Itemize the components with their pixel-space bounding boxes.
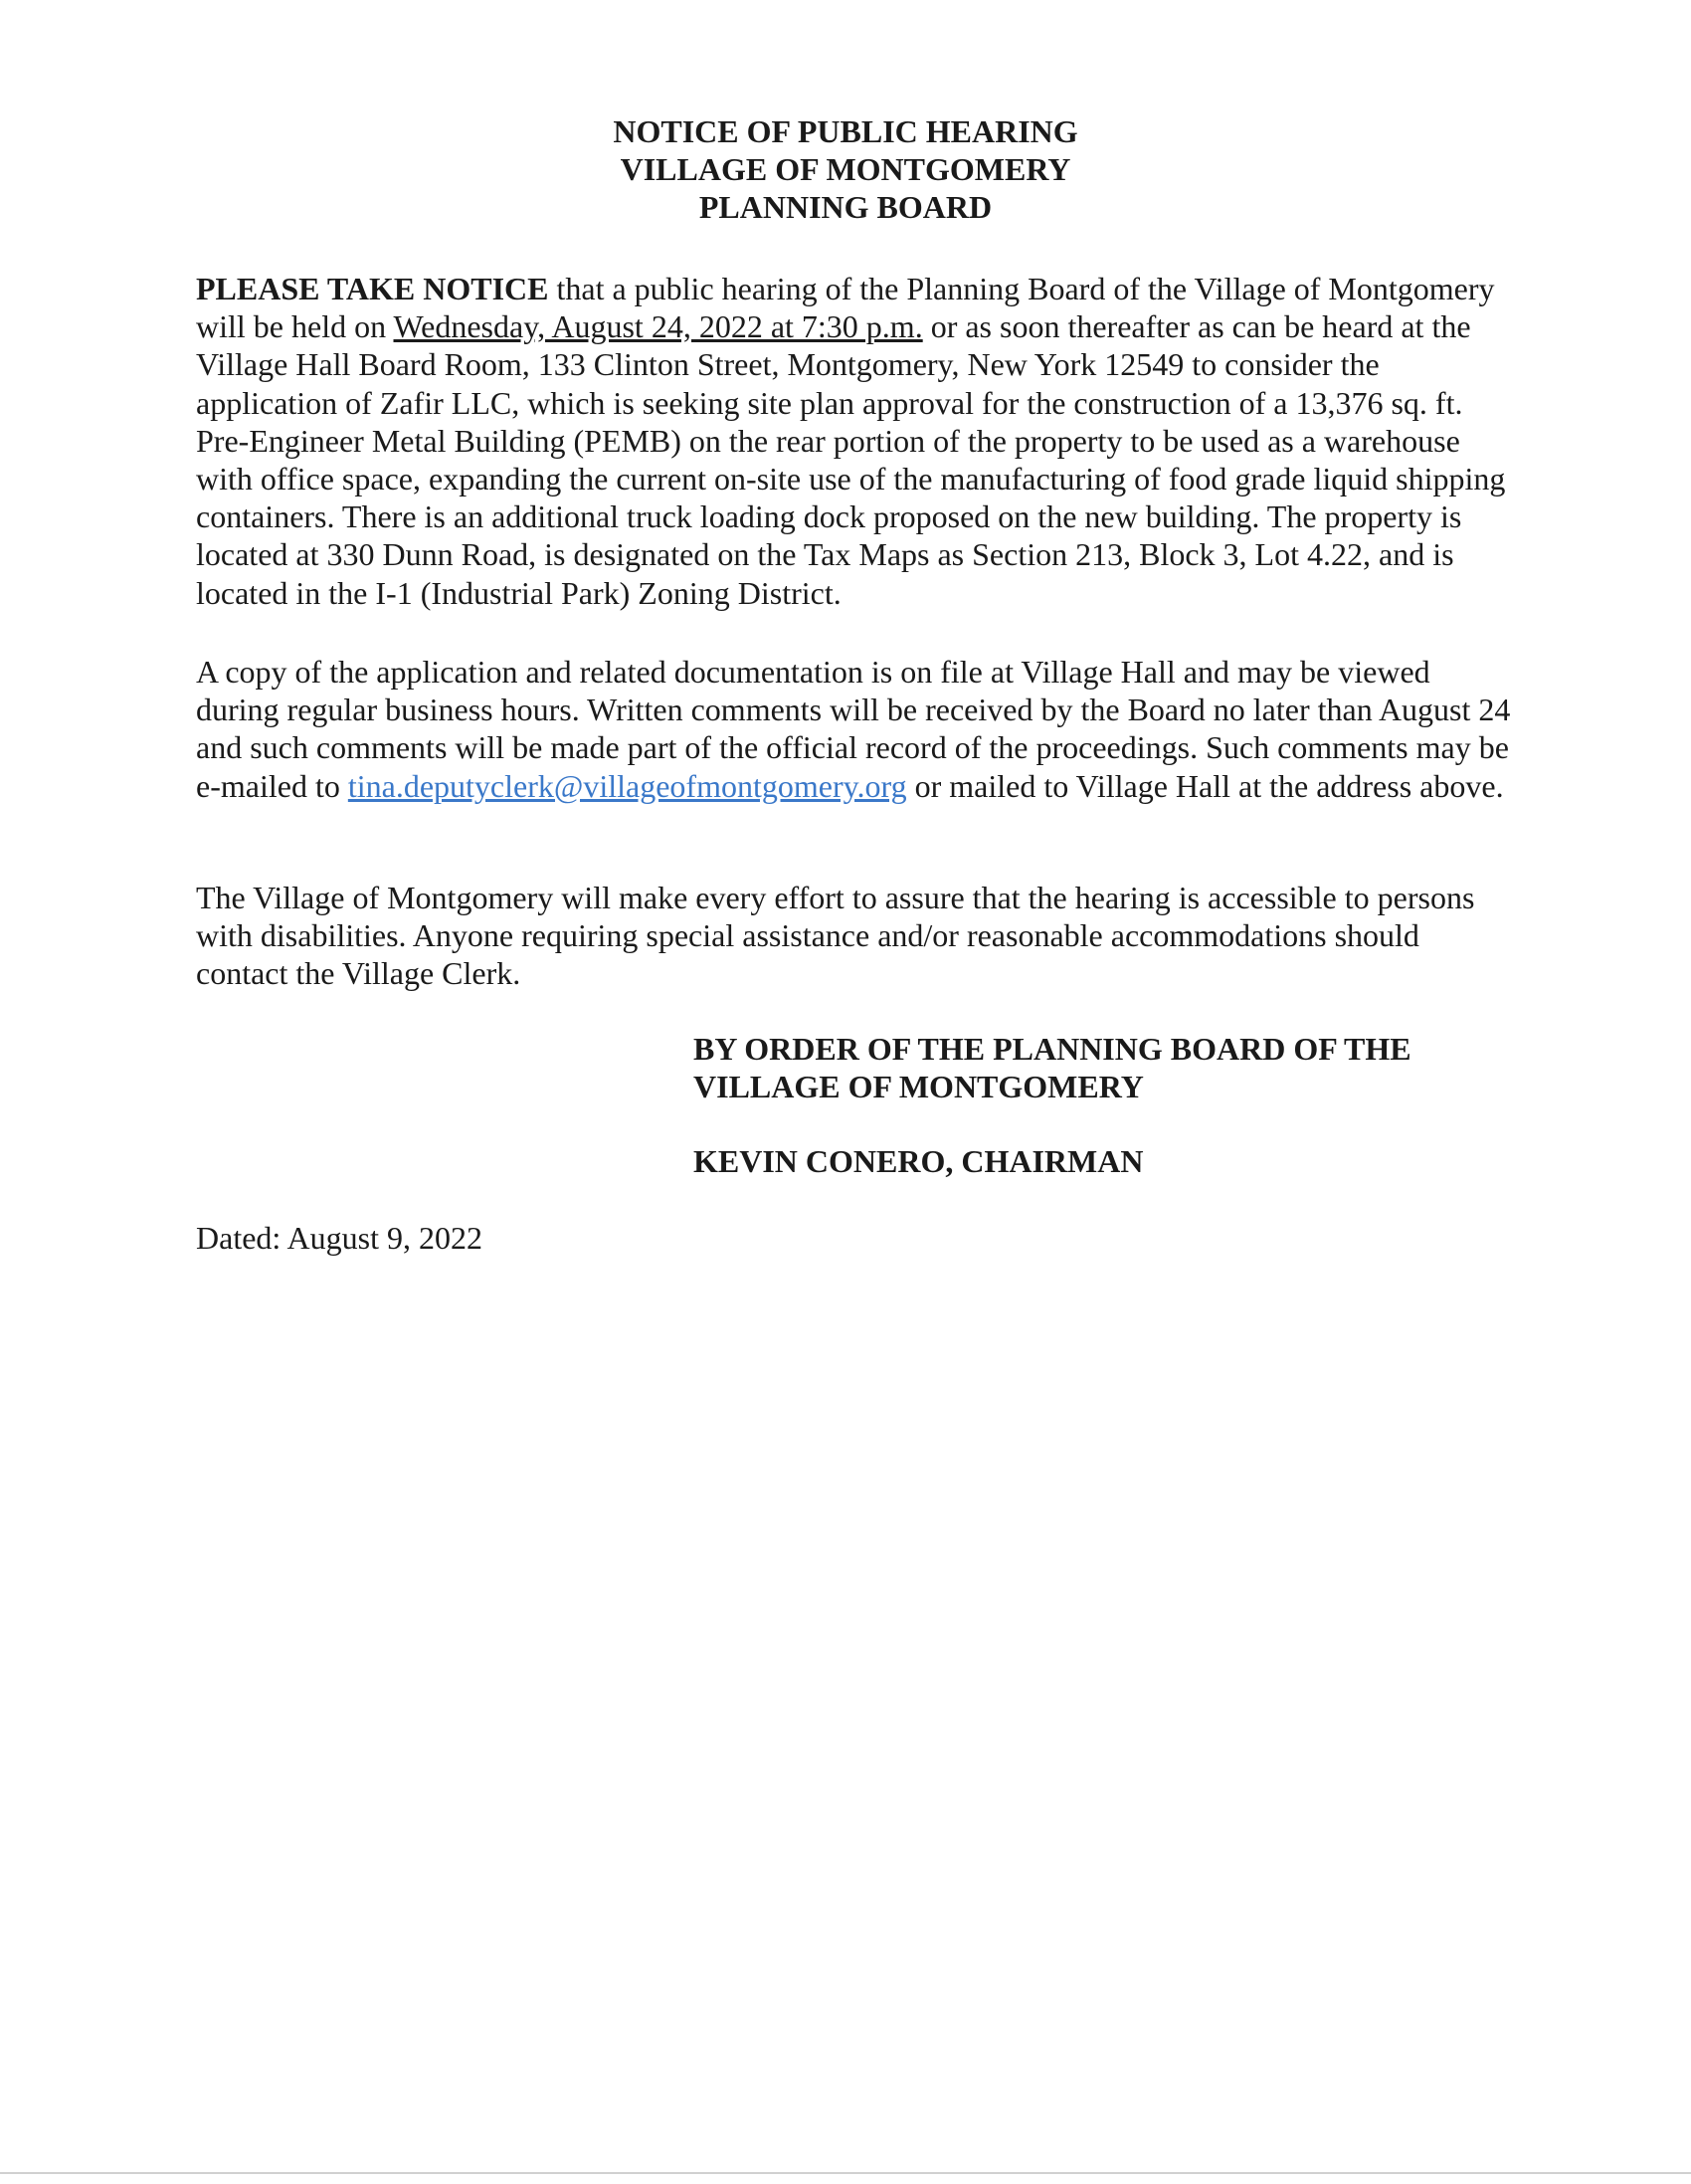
notice-lead: PLEASE TAKE NOTICE xyxy=(196,271,549,306)
header-board: PLANNING BOARD xyxy=(698,189,993,225)
notice-header xyxy=(0,112,1691,226)
comments-paragraph xyxy=(196,653,1519,805)
page-bottom-divider xyxy=(0,2172,1691,2174)
comments-text-before-email: A copy of the application and related documentation is on file at Village Hall and may be viewed during regular business hours. Written comments will be received by the Board no later than August 24 and such comments will be made part of the official record of the proceedings. Such comments may be e-mailed to xyxy=(196,654,1511,804)
dated-line: Dated: August 9, 2022 xyxy=(196,1220,482,1256)
signature-order-line1: BY ORDER OF THE PLANNING BOARD OF THE xyxy=(693,1031,1411,1067)
accessibility-paragraph: The Village of Montgomery will make every effort to assure that the hearing is accessible to persons with disabilities. Anyone requiring special assistance and/or reasonable accommodations should contact the Village Clerk. xyxy=(196,880,1475,992)
notice-paragraph xyxy=(196,270,1519,612)
header-title: NOTICE OF PUBLIC HEARING xyxy=(613,113,1078,149)
comments-text-after-email: or mailed to Village Hall at the address above. xyxy=(906,767,1504,804)
signature-chairman: KEVIN CONERO, CHAIRMAN xyxy=(693,1143,1144,1179)
signature-order xyxy=(693,1030,1589,1105)
hearing-date: Wednesday, August 24, 2022 at 7:30 p.m. xyxy=(393,308,923,345)
notice-text-after-date: or as soon thereafter as can be heard at the Village Hall Board Room, 133 Clinton Street, Montgomery, New York 12549 to consider the application of Zafir LLC, which is seeking site plan approval for the construction of a 13,376 sq. ft. Pre-Engineer Metal Building (PEMB) on the rear portion of the property to be used as a warehouse with office space, expanding the current on-site use of the manufacturing of food grade liquid shipping containers. There is an additional truck loading dock proposed on the new building. The property is located at 330 Dunn Road, is designated on the Tax Maps as Section 213, Block 3, Lot 4.22, and is located in the I-1 (Industrial Park) Zoning District. xyxy=(196,308,1506,611)
email-link[interactable]: tina.deputyclerk@villageofmontgomery.org xyxy=(347,767,907,804)
signature-order-line2: VILLAGE OF MONTGOMERY xyxy=(693,1069,1144,1104)
header-village: VILLAGE OF MONTGOMERY xyxy=(620,151,1071,187)
notice-text-before-date: that a public hearing of the Planning Board of the Village of Montgomery will be held on xyxy=(196,271,1495,345)
